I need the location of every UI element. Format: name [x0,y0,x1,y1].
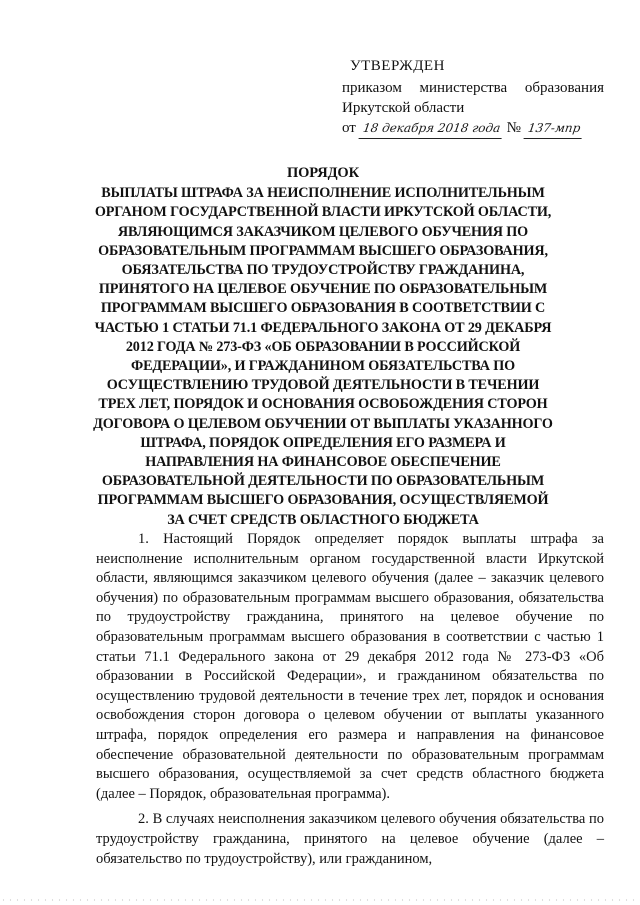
document-title-block [88,164,558,530]
from-label: от [342,120,356,136]
document-heading: ПОРЯДОК [287,165,359,181]
approval-order-line: приказом министерства образования [342,80,604,96]
number-label: № [506,120,521,136]
paragraph-2: 2. В случаях неисполнения заказчиком целевого обучения обязательства по трудоустройству гражданина, принятого на целевое обучение (далее – обязательство по трудоустройству), или гражданином, [96,811,604,867]
approval-stamp-block [342,56,604,139]
handwritten-date: 18 декабря 2018 года [358,118,504,139]
approval-date-number-line [342,118,604,139]
approval-region-line: Иркутской области [342,100,465,116]
handwritten-number: 137-мпр [523,118,584,139]
paragraph-1: 1. Настоящий Порядок определяет порядок выплаты штрафа за неисполнение исполнительным органом государственной власти Иркутской области, являющимся заказчиком целевого обучения (далее – заказчик целевого обучения) по образовательным программам высшего образования, обязательства по трудоустройству гражданина, принятого на целевое обучение по образовательным программам высшего образования в соответствии с частью 1 статьи 71.1 Федерального закона от 29 декабря 2012 года № 273-ФЗ «Об образовании в Российской Федерации», и гражданином обязательства по осуществлению трудовой деятельности в течение трех лет, порядок и основания освобождения сторон договора о целевом обучении от выплаты указанного штрафа, порядок определения его размера и направления на финансовое обеспечение образовательной деятельности по образовательным программам высшего образования, осуществляемой за счет средств областного бюджета (далее – Порядок, образовательная программа). [96,531,604,802]
document-title: ВЫПЛАТЫ ШТРАФА ЗА НЕИСПОЛНЕНИЕ ИСПОЛНИТЕЛЬНЫМ ОРГАНОМ ГОСУДАРСТВЕННОЙ ВЛАСТИ ИРКУТСКОЙ ОБЛАСТИ, ЯВЛЯЮЩИМСЯ ЗАКАЗЧИКОМ ЦЕЛЕВОГО ОБУЧЕНИЯ ПО ОБРАЗОВАТЕЛЬНЫМ ПРОГРАММАМ ВЫСШЕГО ОБРАЗОВАНИЯ, ОБЯЗАТЕЛЬСТВА ПО ТРУДОУСТРОЙСТВУ ГРАЖДАНИНА, ПРИНЯТОГО НА ЦЕЛЕВОЕ ОБУЧЕНИЕ ПО ОБРАЗОВАТЕЛЬНЫМ ПРОГРАММАМ ВЫСШЕГО ОБРАЗОВАНИЯ В СООТВЕТСТВИИ С ЧАСТЬЮ 1 СТАТЬИ 71.1 ФЕДЕРАЛЬНОГО ЗАКОНА ОТ 29 ДЕКАБРЯ 2012 ГОДА № 273-ФЗ «ОБ ОБРАЗОВАНИИ В РОССИЙСКОЙ ФЕДЕРАЦИИ», И ГРАЖДАНИНОМ ОБЯЗАТЕЛЬСТВА ПО ОСУЩЕСТВЛЕНИЮ ТРУДОВОЙ ДЕЯТЕЛЬНОСТИ В ТЕЧЕНИИ ТРЕХ ЛЕТ, ПОРЯДОК И ОСНОВАНИЯ ОСВОБОЖДЕНИЯ СТОРОН ДОГОВОРА О ЦЕЛЕВОМ ОБУЧЕНИИ ОТ ВЫПЛАТЫ УКАЗАННОГО ШТРАФА, ПОРЯДОК ОПРЕДЕЛЕНИЯ ЕГО РАЗМЕРА И НАПРАВЛЕНИЯ НА ФИНАНСОВОЕ ОБЕСПЕЧЕНИЕ ОБРАЗОВАТЕЛЬНОЙ ДЕЯТЕЛЬНОСТИ ПО ОБРАЗОВАТЕЛЬНЫМ ПРОГРАММАМ ВЫСШЕГО ОБРАЗОВАНИЯ, ОСУЩЕСТВЛЯЕМОЙ ЗА СЧЕТ СРЕДСТВ ОБЛАСТНОГО БЮДЖЕТА [93,185,553,528]
scan-edge-artifact [0,899,640,901]
document-body [96,530,604,875]
approved-title: УТВЕРЖДЕН [350,58,445,74]
